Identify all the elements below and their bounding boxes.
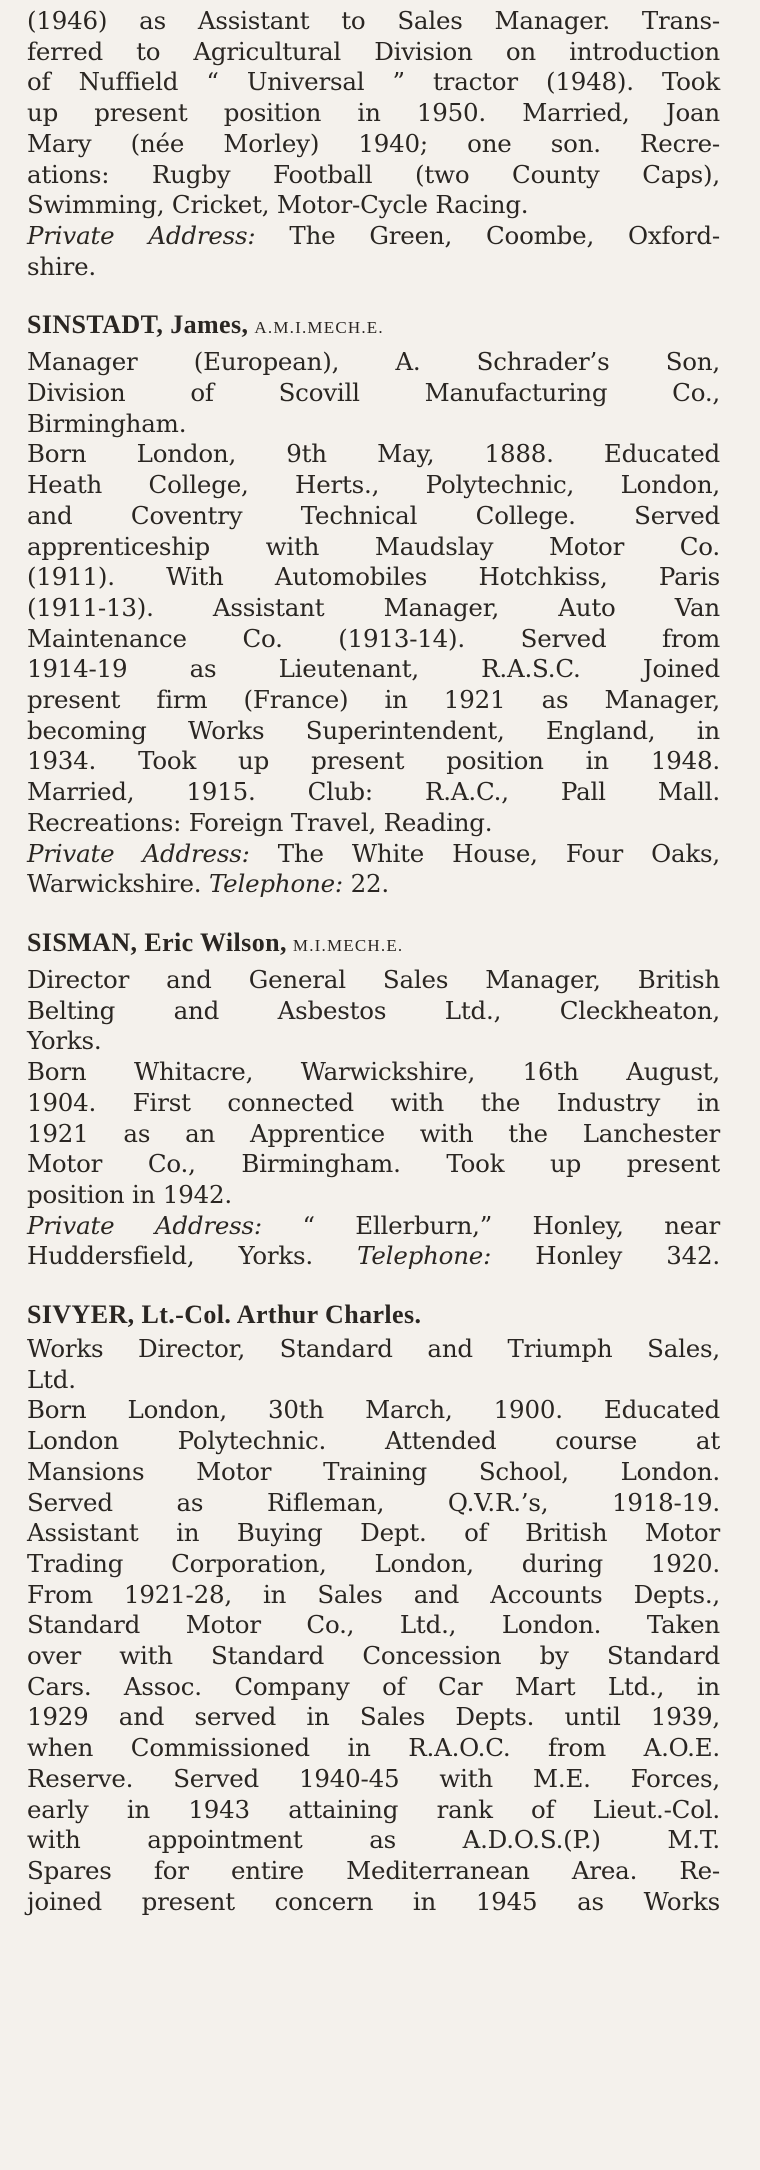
- text-line: Reserve. Served 1940-45 with M.E. Forces,: [27, 1763, 720, 1793]
- private-address-cont: Warwickshire.: [27, 869, 202, 899]
- text-line: Heath College, Herts., Polytechnic, London,: [27, 470, 720, 500]
- private-address-text: “ Ellerburn,” Honley, near: [302, 1210, 720, 1240]
- text-line: (1946) as Assistant to Sales Manager. Trans-: [27, 6, 720, 35]
- text-line: Married, 1915. Club: R.A.C., Pall Mall.: [27, 777, 720, 807]
- text-line: Born Whitacre, Warwickshire, 16th August,: [27, 1057, 720, 1087]
- entry-sinstadt: [27, 308, 720, 900]
- text-line: position in 1942.: [27, 1179, 232, 1209]
- text-line: 1914-19 as Lieutenant, R.A.S.C. Joined: [27, 654, 720, 684]
- private-address-cont: Huddersfield, Yorks.: [27, 1241, 314, 1271]
- private-address-text: The Green, Coombe, Oxford-: [289, 220, 720, 250]
- text-line: with appointment as A.D.O.S.(P.) M.T.: [27, 1825, 720, 1855]
- text-line: Standard Motor Co., Ltd., London. Taken: [27, 1610, 720, 1640]
- text-line: Spares for entire Mediterranean Area. Re-: [27, 1855, 720, 1885]
- private-address-label: Private Address:: [27, 838, 250, 868]
- text-line: ations: Rugby Football (two County Caps),: [27, 159, 720, 189]
- text-line: Trading Corporation, London, during 1920.: [27, 1548, 720, 1578]
- telephone-label: Telephone:: [208, 869, 343, 899]
- entry-heading: [27, 926, 720, 963]
- text-line: 1904. First connected with the Industry in: [27, 1087, 720, 1117]
- private-address-label: Private Address:: [27, 1210, 262, 1240]
- private-address-text: The White House, Four Oaks,: [277, 838, 720, 868]
- text-line: Cars. Assoc. Company of Car Mart Ltd., in: [27, 1671, 720, 1701]
- private-address-line: [27, 221, 720, 252]
- text-line: present firm (France) in 1921 as Manager,: [27, 685, 720, 715]
- private-address-label: Private Address:: [27, 220, 256, 250]
- telephone-number: Honley 342.: [535, 1241, 721, 1271]
- entry-heading: [27, 308, 720, 345]
- text-line: Born London, 30th March, 1900. Educated: [27, 1395, 720, 1425]
- text-line: up present position in 1950. Married, Joan: [27, 98, 720, 128]
- text-line: Motor Co., Birmingham. Took up present: [27, 1149, 720, 1179]
- entry-name: SINSTADT, James,: [27, 310, 249, 340]
- text-line: joined present concern in 1945 as Works: [27, 1886, 720, 1916]
- text-line: Yorks.: [27, 1026, 102, 1056]
- text-line: 1929 and served in Sales Depts. until 1939,: [27, 1702, 720, 1732]
- text-line: Manager (European), A. Schrader’s Son,: [27, 347, 720, 377]
- text-line: apprenticeship with Maudslay Motor Co.: [27, 531, 720, 561]
- entry-continuation: [27, 6, 720, 282]
- telephone-number: 22.: [350, 869, 389, 899]
- text-line: 1934. Took up present position in 1948.: [27, 746, 720, 776]
- text-line: shire.: [27, 251, 96, 281]
- private-address-line: [27, 839, 720, 870]
- text-line: of Nuffield “ Universal ” tractor (1948). Took: [27, 67, 720, 97]
- text-line: (1911). With Automobiles Hotchkiss, Paris: [27, 562, 720, 592]
- entry-heading: [27, 1298, 720, 1332]
- private-address-line: [27, 1211, 720, 1242]
- text-line: when Commissioned in R.A.O.C. from A.O.E.: [27, 1733, 720, 1763]
- entry-name: SISMAN, Eric Wilson,: [27, 927, 287, 957]
- text-line: (1911-13). Assistant Manager, Auto Van: [27, 592, 720, 622]
- entry-qualifications: M.I.MECH.E.: [292, 935, 404, 955]
- address-telephone-line: [27, 1241, 720, 1272]
- text-line: London Polytechnic. Attended course at: [27, 1426, 720, 1456]
- text-line: Director and General Sales Manager, British: [27, 964, 720, 994]
- text-line: ferred to Agricultural Division on introduction: [27, 36, 720, 66]
- text-line: Born London, 9th May, 1888. Educated: [27, 439, 720, 469]
- text-line: Recreations: Foreign Travel, Reading.: [27, 807, 493, 837]
- text-line: Division of Scovill Manufacturing Co.,: [27, 378, 720, 408]
- text-line: Maintenance Co. (1913-14). Served from: [27, 623, 720, 653]
- text-line: Served as Rifleman, Q.V.R.’s, 1918-19.: [27, 1487, 720, 1517]
- entry-qualifications: A.M.I.MECH.E.: [254, 318, 384, 338]
- text-line: Birmingham.: [27, 408, 187, 438]
- text-line: Ltd.: [27, 1364, 76, 1394]
- entry-sisman: [27, 926, 720, 1272]
- text-line: Assistant in Buying Dept. of British Motor: [27, 1518, 720, 1548]
- entry-name: SIVYER, Lt.-Col. Arthur Charles.: [27, 1300, 422, 1330]
- text-line: Swimming, Cricket, Motor-Cycle Racing.: [27, 190, 529, 220]
- text-line: From 1921-28, in Sales and Accounts Depts.,: [27, 1579, 720, 1609]
- text-line: Mary (née Morley) 1940; one son. Recre-: [27, 128, 720, 158]
- text-line: 1921 as an Apprentice with the Lanchester: [27, 1118, 720, 1148]
- text-line: over with Standard Concession by Standard: [27, 1641, 720, 1671]
- address-telephone-line: [27, 869, 720, 900]
- text-line: becoming Works Superintendent, England, in: [27, 715, 720, 745]
- text-line: and Coventry Technical College. Served: [27, 500, 720, 530]
- text-line: Mansions Motor Training School, London.: [27, 1456, 720, 1486]
- text-line: early in 1943 attaining rank of Lieut.-Col.: [27, 1794, 720, 1824]
- text-line: Works Director, Standard and Triumph Sales,: [27, 1334, 720, 1364]
- entry-sivyer: [27, 1298, 720, 1917]
- text-line: Belting and Asbestos Ltd., Cleckheaton,: [27, 995, 720, 1025]
- telephone-label: Telephone:: [357, 1241, 492, 1271]
